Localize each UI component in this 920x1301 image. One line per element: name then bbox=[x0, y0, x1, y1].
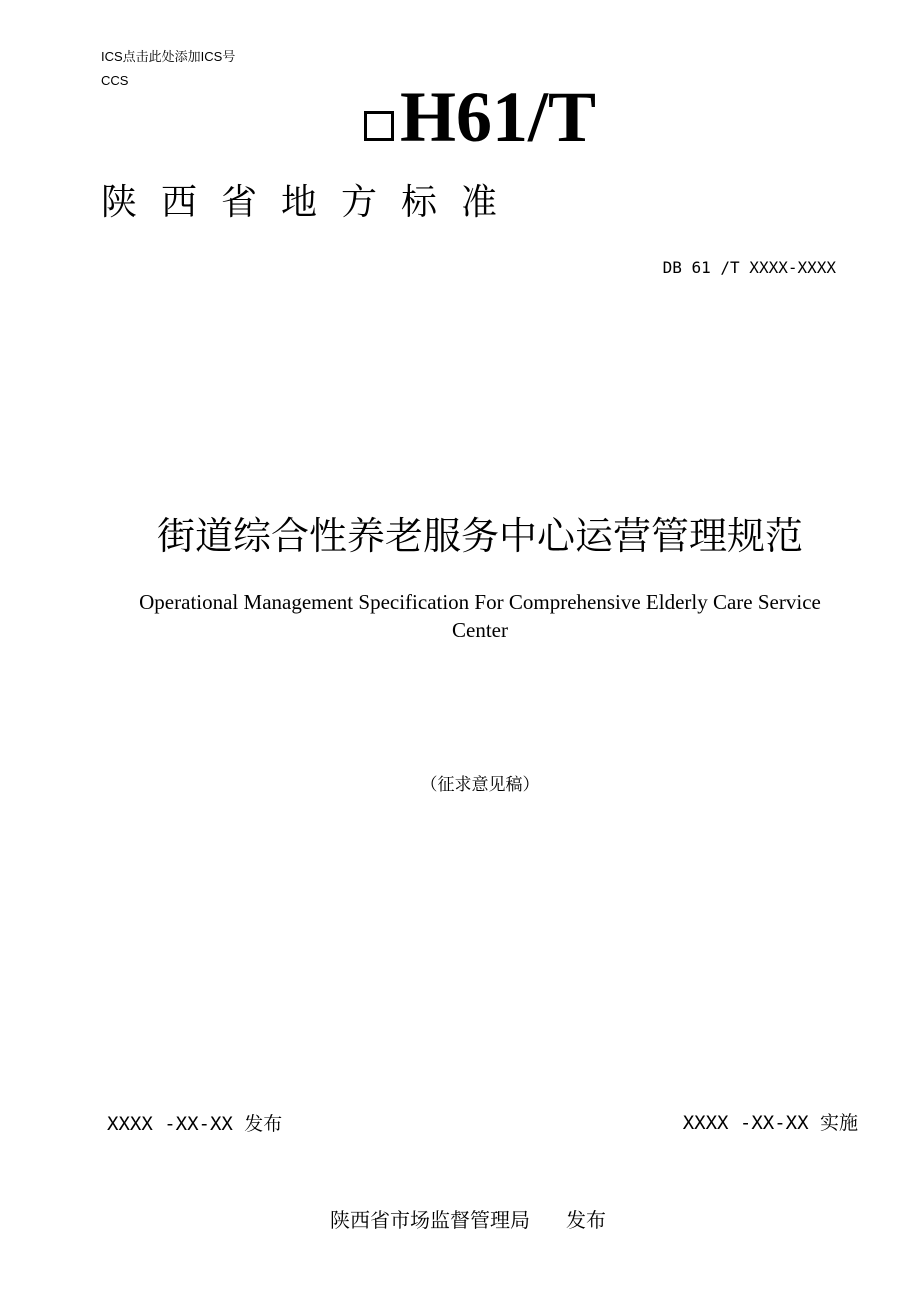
standard-code bbox=[0, 72, 920, 162]
standard-number: DB 61 /T XXXX-XXXX bbox=[662, 258, 836, 277]
standard-code-text: H61/T bbox=[399, 77, 597, 157]
empty-square-icon bbox=[364, 111, 394, 141]
title-english: Operational Management Specification For Comprehensive Elderly Care Service Center bbox=[139, 590, 821, 642]
ics-number: ICS点击此处添加ICS号 bbox=[101, 49, 236, 64]
ccs-label: CCS bbox=[101, 73, 129, 88]
publisher bbox=[330, 1204, 606, 1233]
implementation-date: XXXX -XX-XX 实施 bbox=[682, 1112, 858, 1134]
publisher-name: 陕西省市场监督管理局 bbox=[330, 1208, 530, 1232]
publisher-action: 发布 bbox=[566, 1208, 606, 1232]
issue-date: XXXX -XX-XX 发布 bbox=[107, 1113, 283, 1135]
standard-level: 陕西省地方标准 bbox=[101, 182, 522, 223]
title-chinese: 街道综合性养老服务中心运营管理规范 bbox=[156, 514, 803, 558]
draft-status: （征求意见稿） bbox=[420, 775, 540, 795]
